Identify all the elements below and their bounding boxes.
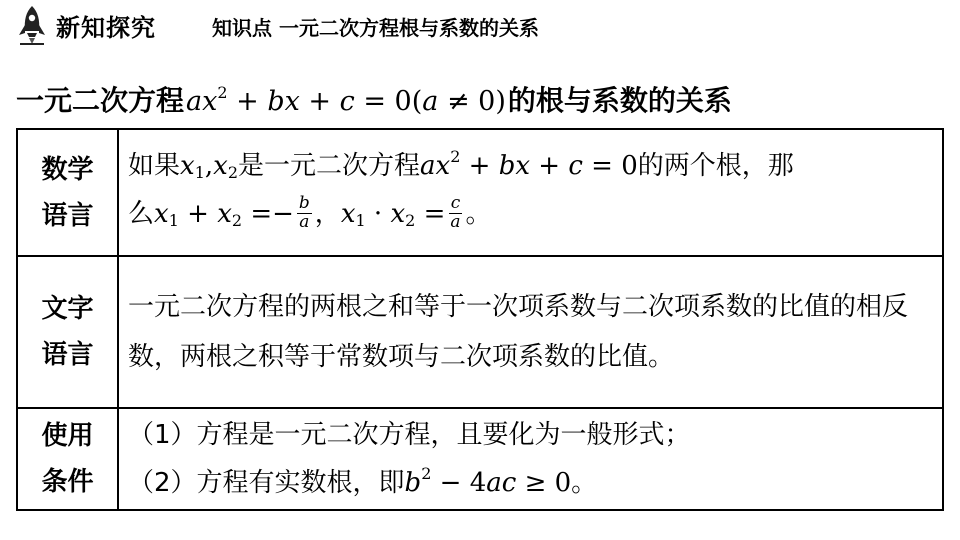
table-row-text-language	[17, 256, 943, 408]
sum-of-roots-formula: $x_1 + x_2$ =−	[154, 198, 294, 230]
topic-subtitle: 知识点 一元二次方程根与系数的关系	[212, 16, 539, 40]
section-title: 新知探究	[56, 13, 156, 42]
row-content-usage-conditions	[118, 408, 943, 510]
title-prefix: 一元二次方程	[16, 84, 185, 117]
condition-item-2: （2）方程有实数根，即$b^2 - 4ac \ge 0$。	[128, 464, 598, 498]
table-row-math-language	[17, 129, 943, 256]
title-equation: $ax^2$ + bx + c = 0(a ≠ 0)	[186, 83, 506, 117]
row-label-math-language: 数学 语言	[17, 129, 118, 256]
row-content-math-language: 如果$x_1,x_2$是一元二次方程$ax^2$ + bx + c = 0的两个根，那 么 $x_1 + x_2$ =− $\frac{b}{a}$ ， $x_1 \cdot x_2$ = $\frac{c}{a}$ 。	[118, 129, 943, 256]
rocket-icon	[16, 5, 48, 45]
row-content-text-language: 一元二次方程的两根之和等于一次项系数与二次项系数的比值的相反数，两根之积等于常数项与二次项系数的比值。	[118, 256, 943, 408]
relation-table	[16, 128, 944, 511]
general-equation: $ax^2$ + bx + c = 0	[420, 146, 638, 181]
header-bar	[0, 0, 960, 48]
row-label-text-language: 文字 语言	[17, 256, 118, 408]
title-suffix: 的根与系数的关系	[507, 84, 732, 117]
fraction-c-over-a: $\frac{c}{a}$	[450, 193, 461, 232]
fraction-b-over-a: $\frac{b}{a}$	[298, 193, 310, 232]
discriminant-condition: $b^2 - 4ac \ge 0$	[404, 464, 572, 498]
product-of-roots-formula: $x_1 \cdot x_2$ =	[340, 198, 446, 230]
page-title	[16, 79, 732, 119]
table-row-usage-conditions	[17, 408, 943, 510]
roots-notation: $x_1,x_2$	[180, 150, 238, 182]
condition-item-1: （1）方程是一元二次方程，且要化为一般形式；	[128, 420, 691, 450]
row-label-usage-conditions: 使用 条件	[17, 408, 118, 510]
